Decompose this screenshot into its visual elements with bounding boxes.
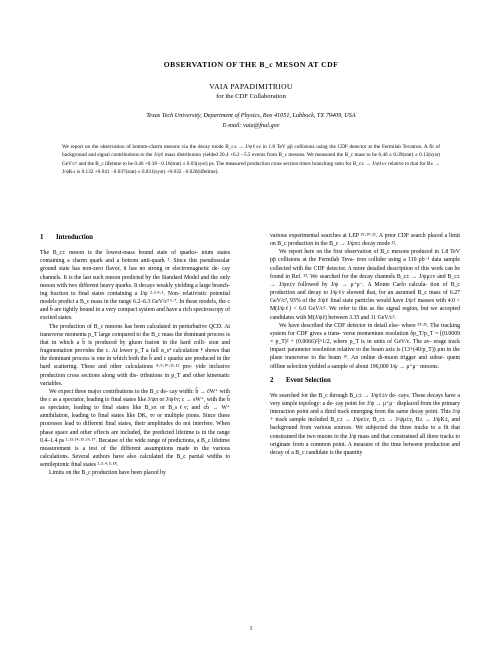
paragraph: We report here on the first observation of B_c mesons produced in 1.8 TeV pp̄ collisions at the Fermilab Teva- tron collider using a 110 pb⁻¹ data sample collected with the CDF detector. A more detailed description of this work can be found in Ref. ²³. We searched for the decay channels B_c± → J/ψμ±ν and B_c± → J/ψe±ν followed by J/ψ → μ⁺μ⁻. A Monte Carlo calcula- tion of B_c production and decay to J/ψℓν showed that, for an assumed B_c mass of 6.27 GeV/c², 93% of the J/ψℓ final state particles would have J/ψℓ masses with 4.0 < M(J/ψℓ) < 6.0 GeV/c². We refer to this as the signal region, but we accepted candidates with M(J/ψℓ) between 3.35 and 11 GeV/c².	[270, 249, 460, 321]
paragraph: The production of B_c mesons has been calculated in perturbative QCD. At transverse momenta p_T large compared to the B_c mass the dominant process is that in which a b̄ is produced by gluon fusion in the hard colli- sion and fragmentation provides the c. At lower p_T a full α_s⁴ calculation ⁸ shows that the dominant process is one in which both the b̄ and c quarks are produced in the hard scattering. These and other calculations ⁸·⁹·¹⁰·¹¹·¹² pro- vide inclusive production cross sections along with dis- tributions in p_T and other kinematic variables.	[40, 323, 230, 387]
right-column	[270, 232, 460, 457]
affiliation: Texas Tech University, Department of Physics, Box 41051, Lubbock, TX 79409, USA	[146, 112, 356, 119]
paragraph: We searched for the B_c through B_c± → J/ψℓ±ν de- cays. These decays have a very simple topology: a de- cay point for J/ψ → μ⁺μ⁻ displaced from the primary interaction point and a third track emerging from the same decay point. This J/ψ + track sample included B_c± → J/ψe±ν, B_c± → J/ψμ±ν, B± → J/ψK±, and background from various sources. We subjected the three tracks to a fit that constrained the two muons to the J/ψ mass and that constrained all three tracks to originate from a common point. A measure of the time between production and decay of a B_c candidate is the quantity	[270, 392, 460, 456]
paragraph: The B_c± meson is the lowest-mass bound state of quarko- nium states containing a charm quark and a bottom anti-quark ¹. Since this pseudoscalar ground state has non-zero flavor, it has no strong or electromagnetic de- cay channels. It is the last such meson predicted by the Standard Model and the only meson with two different heavy quarks. It decays weakly yielding a large branch- ing fraction to final states containing a J/ψ ²·³·⁴·⁵. Non- relativistic potential models predict a B_c mass in the range 6.2–6.3 GeV/c² ⁶·⁷. In these models, the c and b̄ are tightly bound in a very compact system and have a rich spectroscopy of excited states.	[40, 250, 230, 322]
left-column	[40, 232, 230, 478]
paragraph: We expect three major contributions to the B_c de- cay width: b̄ → c̄W⁺ with the c as a spectator, leading to final states like J/ψπ or J/ψℓν; c → sW⁺, with the b̄ as spectator, leading to final states like B_sπ or B_sℓν; and cb̄ → W⁺ annihilation, leading to final states like DK, τν or multiple pions. Since these processes lead to different final states, their amplitudes do not interfere. When phase space and other effects are included, the predicted lifetime is in the range 0.4–1.4 ps ²·¹³·¹⁴·¹⁵·¹⁶·¹⁷. Because of the wide range of predictions, a B_c lifetime measurement is a test of the different assumptions made in the various calculations. Several authors have also calculated the B_c partial widths to semileptonic final states ²·³·⁴·⁵·¹⁸.	[40, 388, 230, 469]
abstract: We report on the observation of bottom-charm mesons via the decay mode B_c± → J/ψℓ±ν in 1.8 TeV pp̄ collisions using the CDF detector at the Fermilab Tevatron. A fit of background and signal contributions to the J/ψℓ mass distribution yielded 20.4 +6.2 −5.5 events from B_c mesons. We measured the B_c mass to be 6.40 ± 0.39(stat) ± 0.13(syst) GeV/c² and the B_c lifetime to be 0.46 +0.18 −0.16(stat) ± 0.03(syst) ps. The measured production cross section times branching ratio for B_c± → J/ψℓ±ν relative to that for B± → J/ψK± is 0.132 +0.041 −0.037(stat) ± 0.031(syst) +0.032 −0.020(lifetime).	[62, 144, 440, 176]
section-title: Introduction	[56, 234, 93, 241]
paragraph: Limits on the B_c production have been placed by	[49, 470, 166, 477]
section-number: 1	[40, 234, 44, 241]
email: E-mail: vaia@fnal.gov	[222, 122, 280, 129]
collaboration: for the CDF Collaboration	[216, 93, 286, 100]
section-heading-introduction	[40, 234, 230, 242]
paragraph: various experimental searches at LEP ¹⁹·²⁰·²¹. A prior CDF search placed a limit on B_c production in the B_c → J/ψπ± decay mode ²².	[270, 233, 460, 248]
section-number: 2	[270, 376, 274, 384]
page-number: 1	[249, 626, 253, 632]
author-name: VAIA PAPADIMITRIOU	[209, 82, 293, 91]
paragraph: We have described the CDF detector in detail else- where ²⁴·²⁵. The tracking system for CDF gives a trans- verse momentum resolution δp_T/p_T = [(0.0009 × p_T)² + (0.0066)²]^1/2, where p_T is in units of GeV/c. The av- erage track impact parameter resolution relative to the beam axis is (13+(40/p_T)) μm in the plane transverse to the beam ²⁶. An online di-muon trigger and subse- quent offline selection yielded a sample of about 196,000 J/ψ → μ⁺μ⁻ mesons.	[270, 322, 460, 370]
paper-title: OBSERVATION OF THE B_c MESON AT CDF	[163, 60, 339, 69]
section-heading-event-selection	[270, 377, 460, 385]
section-title: Event Selection	[286, 376, 331, 384]
